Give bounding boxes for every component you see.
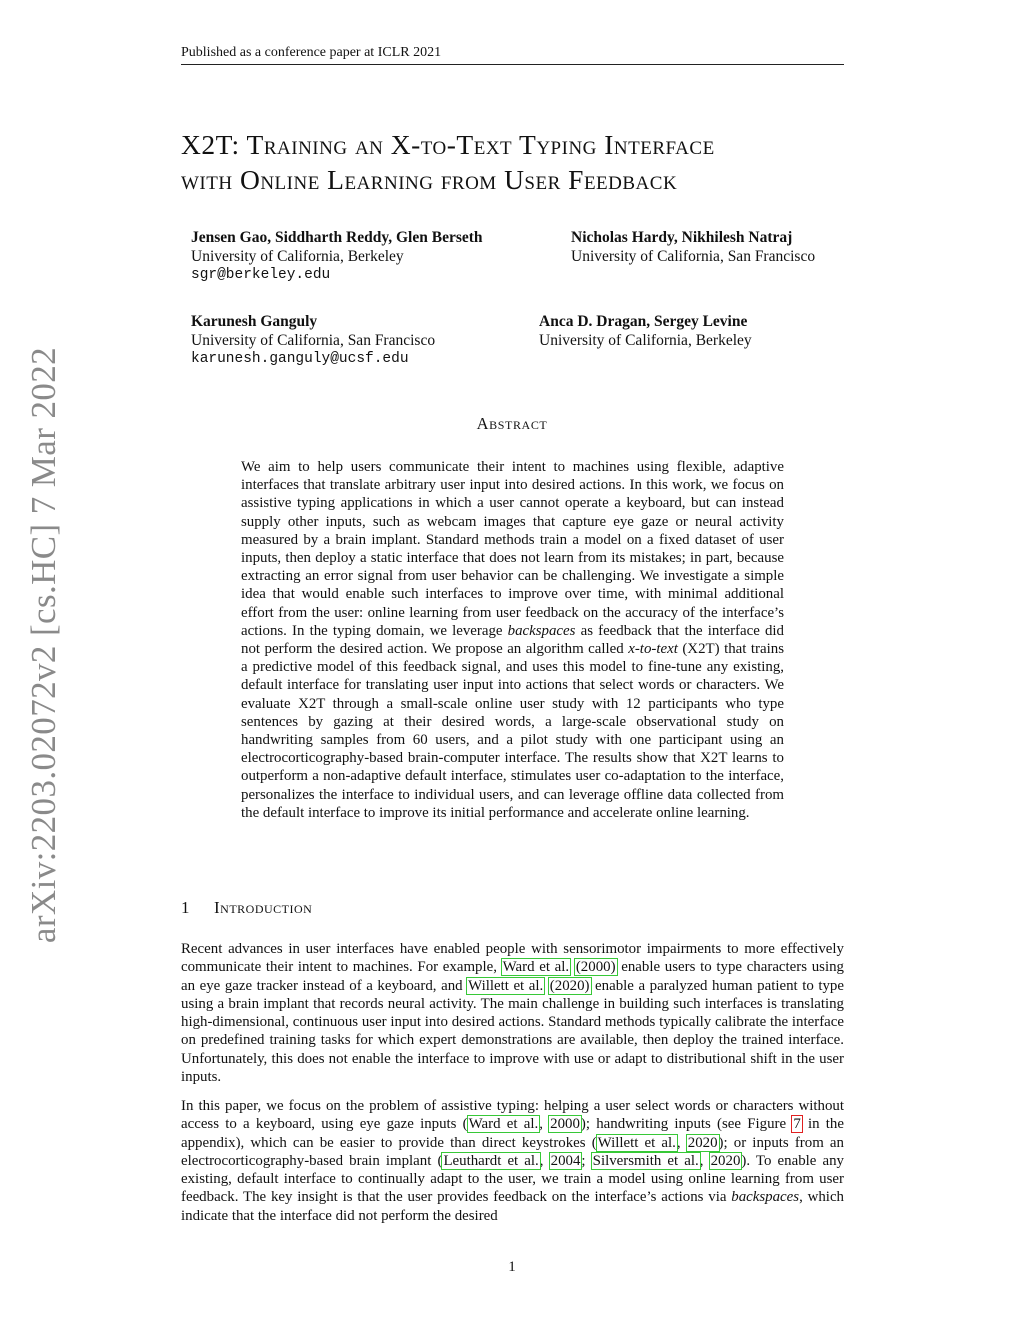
arxiv-identifier[interactable]: arXiv:2203.02072v2 [cs.HC] 7 Mar 2022 xyxy=(24,346,63,944)
text-run: , xyxy=(539,1116,550,1133)
author-affiliation: University of California, San Francisco xyxy=(571,248,816,265)
abstract-segment: We aim to help users communicate their intent to machines using flexible, adaptive interfaces that translate arbitrary user input into desired actions. In this work, we focus on assistive typing applications in which a user cannot operate a keyboard, but can instead supply other inputs, such as webcam images that capture eye gaze or neural activity measured by a brain implant. Standard methods train a model on a fixed dataset of user inputs, then deploy a static interface that does not learn from its mistakes; in part, because extracting an error signal from user behavior can be challenging. We investigate a simple idea that would enable such interfaces to improve over time, with minimal additional effort from the user: online learning from user feedback on the accuracy of the interface’s actions. In the typing domain, we leverage xyxy=(241,459,784,639)
section-number: 1 xyxy=(181,898,190,917)
citation-link[interactable]: 2020 xyxy=(710,1152,741,1169)
text-run: , xyxy=(699,1152,710,1169)
text-run: ); handwriting inputs (see Figure xyxy=(580,1116,793,1133)
text-run: enable users to type characters using an eye gaze tracker instead of a keyboard, and xyxy=(181,959,844,994)
author-affiliation: University of California, Berkeley xyxy=(191,248,404,265)
text-run: In this paper, we focus on the problem of assistive typing: helping a user select words or characters without access to a keyboard, using eye gaze inputs ( xyxy=(181,1098,844,1133)
author-affiliation: University of California, Berkeley xyxy=(539,332,752,349)
author-email[interactable]: sgr@berkeley.edu xyxy=(191,267,331,283)
text-run: , xyxy=(539,1152,550,1169)
author-group-1 xyxy=(191,228,483,285)
text-run: in the appendix), which can be easier to provide than direct keystrokes ( xyxy=(181,1116,844,1151)
author-names: Jensen Gao, Siddharth Reddy, Glen Berseth xyxy=(191,229,483,246)
text-run: Recent advances in user interfaces have enabled people with sensorimotor impairments to more effectively communicate their intent to machines. For example, xyxy=(181,941,844,976)
author-affiliation: University of California, San Francisco xyxy=(191,332,436,349)
citation-link[interactable]: Ward et al. xyxy=(502,959,570,976)
author-names: Karunesh Ganguly xyxy=(191,313,318,330)
abstract-text xyxy=(241,458,784,822)
abstract-heading: Abstract xyxy=(476,414,548,433)
title-line-2: with Online Learning from User Feedback xyxy=(181,164,678,195)
citation-link[interactable]: 2020 xyxy=(687,1134,718,1151)
section-heading-introduction xyxy=(181,898,312,918)
text-run: , xyxy=(676,1134,687,1151)
citation-link[interactable]: 2000 xyxy=(550,1116,580,1133)
section-title: Introduction xyxy=(214,898,313,917)
author-names: Anca D. Dragan, Sergey Levine xyxy=(539,313,748,330)
intro-paragraph-2 xyxy=(181,1097,844,1225)
author-group-3 xyxy=(191,312,435,369)
citation-link[interactable]: Silversmith et al. xyxy=(592,1152,699,1169)
author-email[interactable]: karunesh.ganguly@ucsf.edu xyxy=(191,351,409,367)
paper-title xyxy=(181,127,861,197)
author-names: Nicholas Hardy, Nikhilesh Natraj xyxy=(571,229,793,246)
page-number: 1 xyxy=(508,1259,516,1275)
title-line-1: X2T: Training an X-to-Text Typing Interface xyxy=(181,129,715,160)
running-header: Published as a conference paper at ICLR 2021 xyxy=(181,44,844,65)
abstract-segment: (X2T) that trains a predictive model of this feedback signal, and uses this model to fine-tune any existing, default interface for translating user input into actions that select words or characters. We evaluate X2T through a small-scale online user study with 12 participants who type sentences by gazing at their desired words, a large-scale observational study on handwriting samples from 60 users, and a pilot study with one participant using an electrocorticography-based brain-computer interface. The results show that X2T learns to outperform a non-adaptive default interface, stimulates user co-adaptation to the interface, personalizes the interface to individual users, and can leverage offline data collected from the default interface to improve its initial performance and accelerate online learning. xyxy=(241,641,784,821)
citation-link[interactable]: Willett et al. xyxy=(468,977,544,994)
author-group-2 xyxy=(571,228,815,266)
text-run: enable a paralyzed human patient to type using a brain implant that records neural activity. The main challenge in building such interfaces is translating high-dimensional, continuous user input into desired actions. Standard methods typically calibrate the interface on predefined training tasks for which expert demonstrations are available, then deploy the trained interface. Unfortunately, this does not enable the interface to improve with use or adapt to distributional shift in the user inputs. xyxy=(181,977,844,1086)
citation-link[interactable]: Willett et al. xyxy=(597,1134,676,1151)
citation-link[interactable]: Leuthardt et al. xyxy=(443,1152,539,1169)
citation-link[interactable]: (2000) xyxy=(575,959,616,976)
author-group-4 xyxy=(539,312,752,350)
abstract-segment: as feedback that the interface did not perform the desired action. We propose an algorithm called xyxy=(241,622,784,658)
text-run: ); or inputs from an electrocorticography-based brain implant ( xyxy=(181,1134,844,1169)
text-run: ; xyxy=(581,1152,592,1169)
citation-link[interactable]: (2020) xyxy=(549,977,590,994)
text-emphasis: backspaces xyxy=(731,1189,800,1206)
citation-link[interactable]: Ward et al. xyxy=(468,1116,539,1133)
intro-paragraph-1 xyxy=(181,940,844,1086)
text-run: ). To enable any existing, default interface to continually adapt to the user, we train a model using online learning from user feedback. The key insight is that the user provides feedback on the interface’s actions via xyxy=(181,1152,844,1206)
abstract-emphasis: backspaces xyxy=(507,622,576,639)
citation-link[interactable]: 2004 xyxy=(550,1152,581,1169)
text-run: , which indicate that the interface did not perform the desired xyxy=(181,1189,845,1224)
figure-reference-link[interactable]: 7 xyxy=(793,1116,801,1133)
abstract-emphasis: x-to-text xyxy=(628,641,678,658)
